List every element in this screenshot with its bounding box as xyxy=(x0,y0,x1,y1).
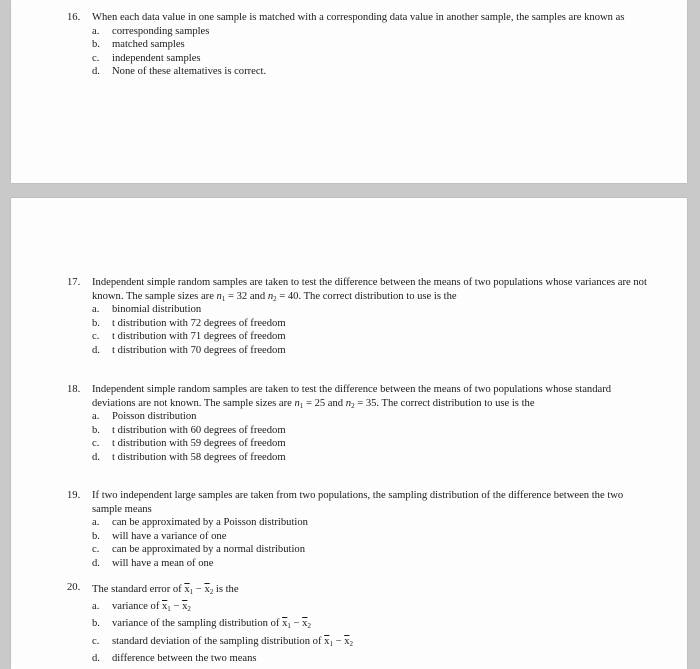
n2-symbol: n xyxy=(345,397,352,409)
n2-value: = 35. The correct distribution to use is the xyxy=(354,397,535,409)
subscript: 1 xyxy=(167,605,171,613)
option-letter: d. xyxy=(92,451,100,463)
option-letter: d. xyxy=(92,66,100,78)
option-letter: a. xyxy=(92,601,100,612)
option-text: t distribution with 72 degrees of freedom xyxy=(112,317,286,329)
option-text: t distribution with 59 degrees of freedom xyxy=(112,438,286,450)
xbar-symbol: $\overline{x}$ xyxy=(302,618,308,630)
option-letter: b. xyxy=(92,530,100,542)
option-letter: b. xyxy=(92,317,100,329)
question-text xyxy=(92,276,647,303)
option-d xyxy=(92,344,647,358)
minus-sign: − xyxy=(332,635,345,647)
option-text-part: standard deviation of the sampling distribution of xyxy=(112,635,325,647)
option-text xyxy=(112,633,353,650)
option-c xyxy=(92,330,647,344)
option-text: t distribution with 71 degrees of freedom xyxy=(112,331,286,343)
xbar-symbol: $\overline{x}$ xyxy=(182,601,188,612)
option-letter: c. xyxy=(92,331,100,343)
subscript: 2 xyxy=(209,588,214,596)
question-18 xyxy=(67,383,647,465)
n1-subscript: 1 xyxy=(299,401,304,410)
option-a xyxy=(92,25,647,39)
xbar-symbol: $\overline{x}$ xyxy=(162,601,168,612)
option-text: will have a variance of one xyxy=(112,530,227,542)
question-text: If two independent large samples are taken from two populations, the sampling distribution of the difference between the two sample means xyxy=(92,490,624,515)
option-a xyxy=(92,516,647,530)
option-text: difference between the two means xyxy=(112,653,257,665)
option-text: corresponding samples xyxy=(112,25,210,37)
xbar-symbol: $\overline{x}$ xyxy=(282,618,288,630)
option-text: t distribution with 60 degrees of freedom xyxy=(112,424,286,436)
subscript: 1 xyxy=(287,622,291,631)
option-text: matched samples xyxy=(112,39,185,51)
option-text xyxy=(112,615,311,632)
question-text xyxy=(92,383,647,410)
xbar-symbol: $\overline{x}$ xyxy=(184,584,190,595)
option-letter: a. xyxy=(92,411,100,423)
option-text: None of these altematives is correct. xyxy=(112,66,267,78)
minus-sign: − xyxy=(170,601,183,612)
question-16 xyxy=(67,11,647,79)
option-letter: a. xyxy=(92,304,100,316)
n1-value: = 32 and xyxy=(225,290,268,302)
question-number: 17. xyxy=(67,277,81,288)
option-letter: c. xyxy=(92,635,100,647)
subscript: 1 xyxy=(189,588,194,596)
option-text: Poisson distribution xyxy=(112,411,197,423)
option-b xyxy=(92,38,647,52)
option-letter: d. xyxy=(92,557,100,569)
option-b xyxy=(92,530,647,544)
option-text: t distribution with 58 degrees of freedom xyxy=(112,451,286,463)
document-page-2 xyxy=(11,198,687,669)
option-text-part: variance of the sampling distribution of xyxy=(112,618,283,630)
subscript: 1 xyxy=(329,639,333,648)
question-number: 20. xyxy=(67,582,81,593)
option-c xyxy=(92,52,647,66)
option-a xyxy=(92,303,647,317)
option-letter: b. xyxy=(92,424,100,436)
question-text-part: Independent simple random samples are taken to test the difference between the means of two populations whose variances are not known. The sample sizes are xyxy=(92,277,647,302)
question-19 xyxy=(67,489,647,571)
option-letter: c. xyxy=(92,52,100,64)
n1-symbol: n xyxy=(294,397,300,409)
question-number: 18. xyxy=(67,384,81,395)
option-d xyxy=(92,557,647,571)
n2-symbol: n xyxy=(267,290,274,302)
question-text-part: is the xyxy=(213,584,239,595)
subscript: 2 xyxy=(349,639,354,648)
question-number: 16. xyxy=(67,12,81,23)
option-letter: d. xyxy=(92,344,100,356)
xbar-symbol: $\overline{x}$ xyxy=(204,584,210,595)
xbar-symbol: $\overline{x}$ xyxy=(344,635,350,647)
n2-subscript: 2 xyxy=(273,294,277,303)
option-letter: b. xyxy=(92,618,100,630)
option-letter: a. xyxy=(92,517,100,529)
question-text: When each data value in one sample is matched with a corresponding data value in another sample, the samples are known as xyxy=(92,12,625,23)
xbar-symbol: $\overline{x}$ xyxy=(324,635,330,647)
minus-sign: − xyxy=(193,584,205,595)
option-c xyxy=(92,543,647,557)
option-letter: b. xyxy=(92,39,100,51)
question-17 xyxy=(67,276,647,358)
n2-value: = 40. The correct distribution to use is the xyxy=(276,290,457,302)
option-b xyxy=(92,317,647,331)
n1-subscript: 1 xyxy=(221,294,226,303)
option-text-part: variance of xyxy=(112,601,162,612)
option-text: t distribution with 70 degrees of freedom xyxy=(112,344,286,356)
minus-sign: − xyxy=(290,618,303,630)
n1-symbol: n xyxy=(216,290,222,302)
option-b xyxy=(92,424,647,438)
question-number: 19. xyxy=(67,490,81,501)
option-text xyxy=(112,598,191,615)
option-text: independent samples xyxy=(112,52,201,64)
option-letter: d. xyxy=(92,653,100,665)
option-text: binomial distribution xyxy=(112,304,202,316)
option-letter: a. xyxy=(92,25,100,37)
question-text xyxy=(92,581,647,598)
n1-value: = 25 and xyxy=(303,397,346,409)
option-d xyxy=(92,650,647,667)
option-letter: c. xyxy=(92,438,100,450)
subscript: 2 xyxy=(307,622,311,631)
n2-subscript: 2 xyxy=(351,401,355,410)
question-text-part: The standard error of xyxy=(92,584,185,595)
option-text: can be approximated by a normal distribution xyxy=(112,544,305,556)
option-c xyxy=(92,633,647,650)
option-c xyxy=(92,437,647,451)
option-a xyxy=(92,410,647,424)
document-page-1 xyxy=(11,0,687,183)
option-d xyxy=(92,451,647,465)
option-d xyxy=(92,65,647,79)
option-b xyxy=(92,615,647,632)
option-a xyxy=(92,598,647,615)
question-text-part: Independent simple random samples are taken to test the difference between the means of two populations whose standard deviations are not known. The sample sizes are xyxy=(92,384,612,409)
subscript: 2 xyxy=(187,605,191,613)
question-20 xyxy=(67,581,647,668)
option-letter: c. xyxy=(92,544,100,556)
option-text: can be approximated by a Poisson distribution xyxy=(112,517,308,529)
option-text: will have a mean of one xyxy=(112,557,214,569)
